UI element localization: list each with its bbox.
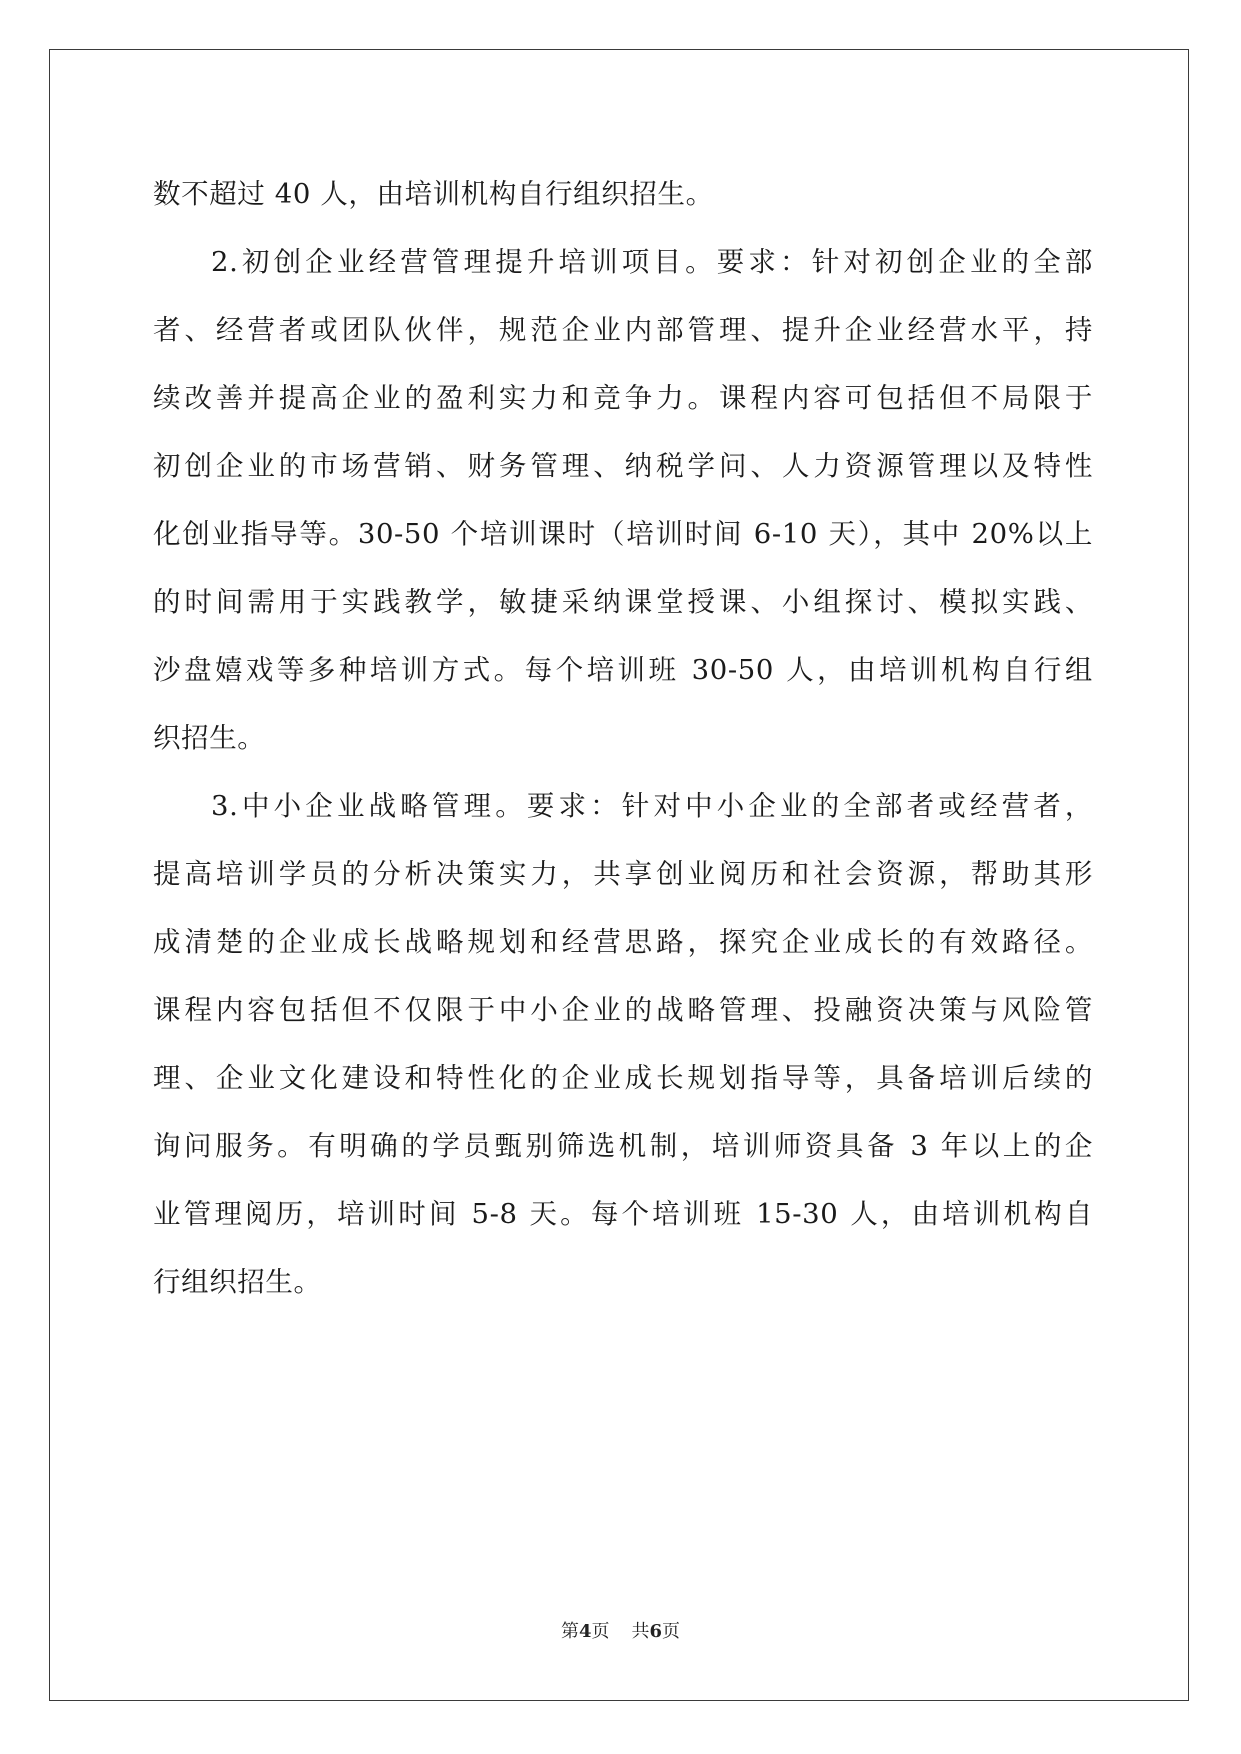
text-line: 初创企业的市场营销、财务管理、纳税学问、人力资源管理以及特性: [153, 450, 1093, 482]
text-line: 化创业指导等。30-50 个培训课时（培训时间 6-10 天），其中 20%以上: [153, 518, 1093, 550]
text-line: 者、经营者或团队伙伴，规范企业内部管理、提升企业经营水平，持: [153, 314, 1093, 346]
text-line: 成清楚的企业成长战略规划和经营思路，探究企业成长的有效路径。: [153, 926, 1093, 958]
page-number: 第4页: [560, 1621, 610, 1642]
page-footer: [0, 1617, 1241, 1643]
text-line: 行组织招生。: [153, 1266, 322, 1298]
page-total: 共6页: [631, 1621, 681, 1642]
text-line: 询问服务。有明确的学员甄别筛选机制，培训师资具备 3 年以上的企: [153, 1130, 1093, 1162]
text-line: 数不超过 40 人，由培训机构自行组织招生。: [153, 178, 714, 210]
text-line: 3.中小企业战略管理。要求：针对中小企业的全部者或经营者，: [211, 790, 1093, 822]
text-line: 课程内容包括但不仅限于中小企业的战略管理、投融资决策与风险管: [153, 994, 1093, 1026]
text-line: 织招生。: [153, 722, 266, 754]
text-line: 业管理阅历，培训时间 5-8 天。每个培训班 15-30 人，由培训机构自: [153, 1198, 1093, 1230]
text-line: 提高培训学员的分析决策实力，共享创业阅历和社会资源，帮助其形: [153, 858, 1093, 890]
text-line: 续改善并提高企业的盈利实力和竞争力。课程内容可包括但不局限于: [153, 382, 1093, 414]
text-line: 2.初创企业经营管理提升培训项目。要求：针对初创企业的全部: [211, 246, 1093, 278]
text-line: 沙盘嬉戏等多种培训方式。每个培训班 30-50 人，由培训机构自行组: [153, 654, 1093, 686]
text-line: 理、企业文化建设和特性化的企业成长规划指导等，具备培训后续的: [153, 1062, 1093, 1094]
document-body: [153, 160, 1093, 1316]
text-line: 的时间需用于实践教学，敏捷采纳课堂授课、小组探讨、模拟实践、: [153, 586, 1093, 618]
